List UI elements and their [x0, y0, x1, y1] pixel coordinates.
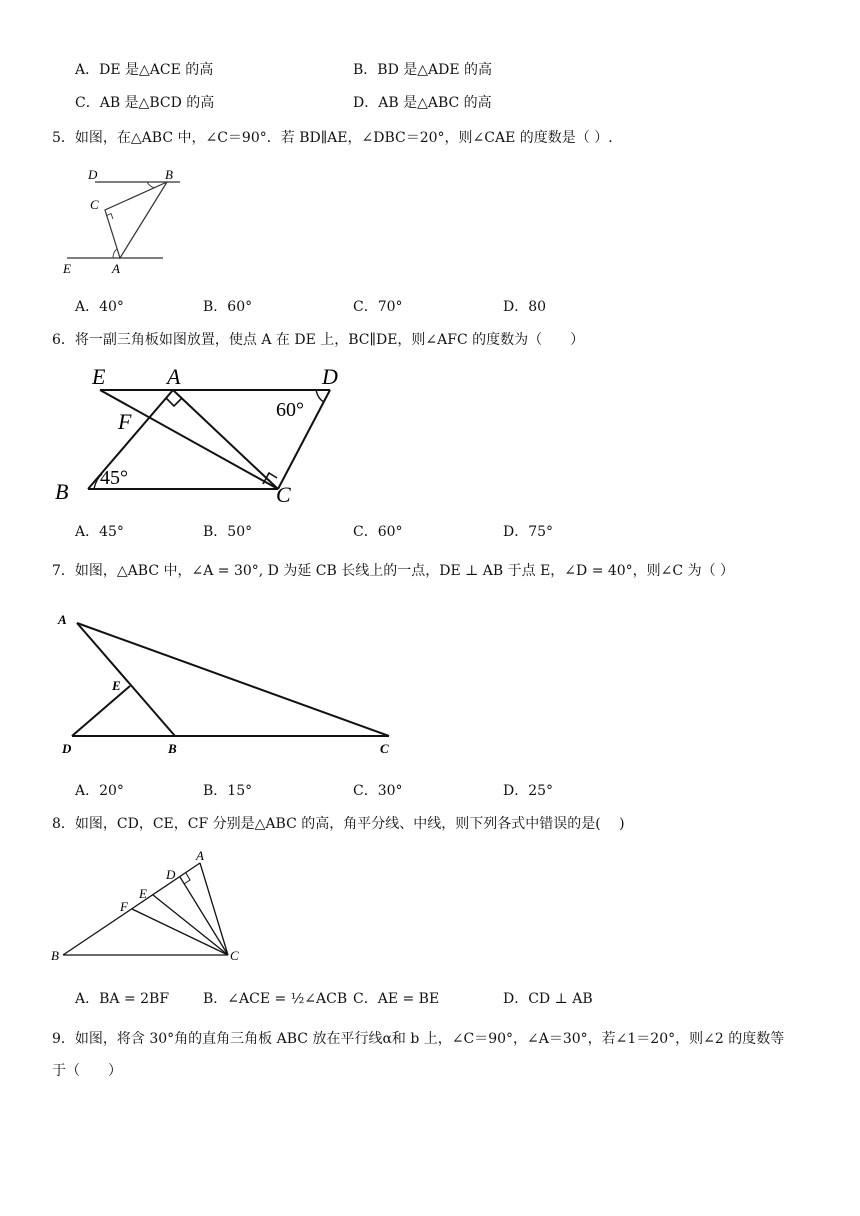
q5-label-b: B: [165, 167, 173, 182]
q6-label-b: B: [55, 479, 69, 504]
q7-option-c: C．30°: [353, 783, 403, 799]
q6-question-text: 6．将一副三角板如图放置，使点 A 在 DE 上，BC∥DE，则∠AFC 的度数为（ ）: [52, 332, 585, 348]
q8-figure: [45, 843, 255, 968]
q7-option-d: D．25°: [503, 783, 554, 799]
q5-label-e: E: [63, 261, 71, 276]
q5-label-d: D: [88, 167, 98, 182]
q7-question-text: 7．如图，△ABC 中，∠A = 30°, D 为延 CB 长线上的一点，DE ⊥ AB 于点 E，∠D = 40°，则∠C 为（ ）: [52, 563, 735, 579]
q6-label-f: F: [118, 409, 132, 434]
q8-label-c: C: [230, 948, 239, 963]
q9-question-text-line1: 9．如图，将含 30°角的直角三角板 ABC 放在平行线α和 b 上，∠C＝90°，∠A＝30°，若∠1＝20°，则∠2 的度数等: [52, 1031, 785, 1047]
q6-label-e: E: [92, 364, 106, 389]
q8-option-c: C．AE = BE: [353, 991, 440, 1007]
q7-option-a: A．20°: [75, 783, 124, 799]
q6-option-b: B．50°: [203, 524, 253, 540]
q8-question-text: 8．如图，CD，CE，CF 分别是△ABC 的高，角平分线、中线，则下列各式中错误的是( ): [52, 816, 625, 832]
q5-option-b: B．60°: [203, 299, 253, 315]
q6-label-d: D: [322, 364, 338, 389]
q5-figure: [55, 160, 180, 280]
q9-question-text-line2: 于（ ）: [52, 1063, 122, 1079]
q6-figure: [50, 360, 350, 510]
q8-label-e: E: [139, 886, 147, 901]
q8-label-f: F: [120, 899, 128, 914]
q6-label-a: A: [167, 364, 181, 389]
q6-angle-b-label: 45°: [100, 467, 128, 489]
q6-option-d: D．75°: [503, 524, 554, 540]
q7-label-c: C: [380, 741, 389, 756]
q5-option-c: C．70°: [353, 299, 403, 315]
q8-label-a: A: [196, 848, 204, 863]
q6-option-c: C．60°: [353, 524, 403, 540]
q6-angle-d-label: 60°: [276, 399, 304, 421]
q8-option-d: D．CD ⊥ AB: [503, 991, 593, 1007]
q7-label-d: D: [62, 741, 72, 756]
q8-option-b: B．∠ACE = ½∠ACB: [203, 991, 348, 1007]
q5-option-a: A．40°: [75, 299, 124, 315]
q6-label-c: C: [276, 482, 291, 507]
q8-label-b: B: [51, 948, 59, 963]
q7-label-e: E: [112, 678, 121, 693]
q4-option-c: C．AB 是△BCD 的高: [75, 95, 215, 111]
q7-label-b: B: [168, 741, 177, 756]
q5-label-c: C: [90, 197, 99, 212]
q4-option-a: A．DE 是△ACE 的高: [75, 62, 214, 78]
q5-question-text: 5．如图，在△ABC 中，∠C＝90°．若 BD∥AE，∠DBC＝20°，则∠CAE 的度数是（ ）.: [52, 130, 613, 146]
q7-figure: [50, 605, 400, 765]
q7-option-b: B．15°: [203, 783, 253, 799]
q4-option-b: B．BD 是△ADE 的高: [353, 62, 493, 78]
q8-label-d: D: [166, 867, 176, 882]
q4-option-d: D．AB 是△ABC 的高: [353, 95, 492, 111]
q6-option-a: A．45°: [75, 524, 124, 540]
q7-label-a: A: [58, 612, 67, 627]
q5-option-d: D．80: [503, 299, 547, 315]
q8-option-a: A．BA = 2BF: [75, 991, 170, 1007]
q5-label-a: A: [112, 261, 120, 276]
